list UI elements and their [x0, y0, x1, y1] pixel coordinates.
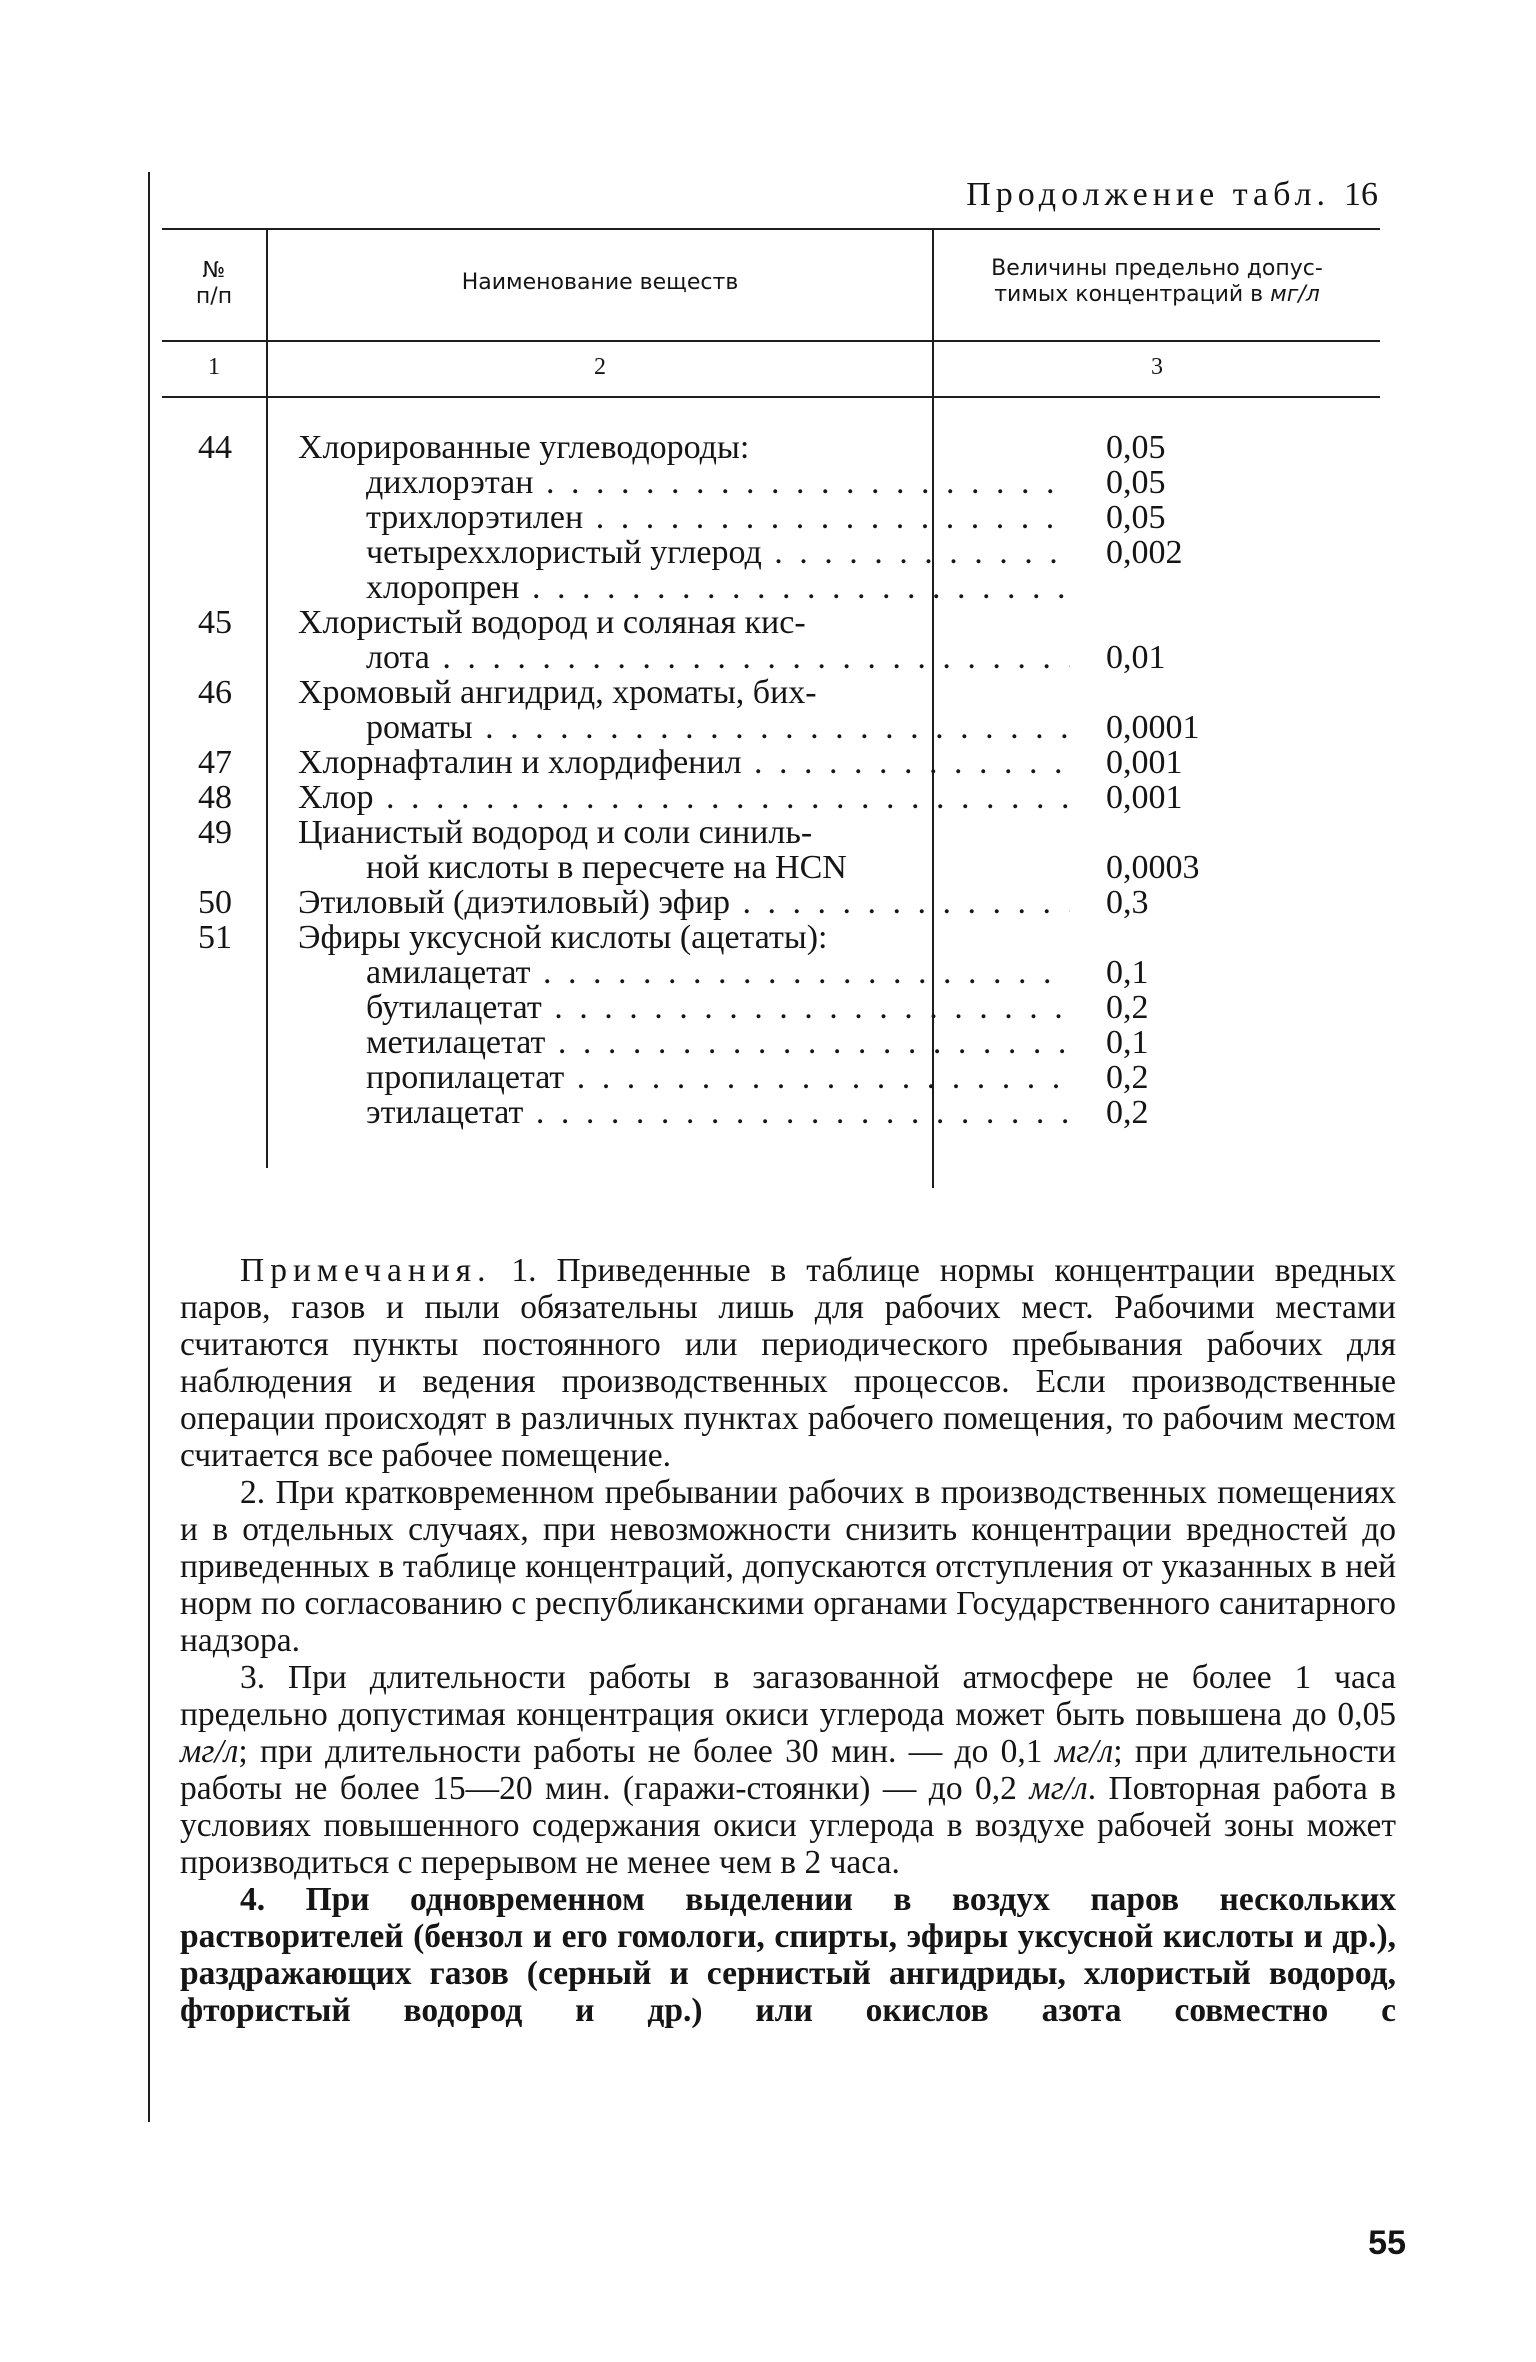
table-row	[162, 1025, 1380, 1060]
table-row	[162, 955, 1380, 990]
substance-name: роматы . . .	[366, 710, 1070, 745]
table-row	[162, 780, 1380, 815]
substance-name: лота . . .	[366, 640, 1070, 675]
substance-name: Эфиры уксусной кислоты (ацетаты):	[298, 920, 828, 955]
limit-value: 0,0003	[1106, 849, 1200, 886]
table-row	[162, 675, 1380, 710]
table-row	[162, 815, 1380, 850]
substance-name: трихлорэтилен . . .	[366, 500, 1070, 535]
row-number: 51	[198, 919, 232, 956]
caption-table-number: 16	[1344, 176, 1378, 213]
table-row	[162, 920, 1380, 955]
substance-name: хлоропрен . . .	[366, 570, 1070, 605]
substance-name: Хромовый ангидрид, хроматы, бих-	[298, 675, 817, 710]
page-margin-rule	[148, 172, 150, 2122]
table-row	[162, 465, 1380, 500]
colnum-3: 3	[1151, 354, 1163, 380]
limit-value: 0,2	[1106, 1094, 1149, 1131]
note-3-unit-1: мг/л	[180, 1733, 239, 1770]
substance-name: амилацетат . . .	[366, 955, 1070, 990]
limit-value: 0,1	[1106, 1024, 1149, 1061]
header-num-abbrev: п/п	[195, 284, 233, 309]
table-top-rule	[162, 228, 1380, 230]
header-value-line2-text: тимых концентраций в	[994, 282, 1264, 307]
note-2: 2. При кратковременном пребывании рабочих в производственных помещениях и в отдельных случаях, при невозможности снизить концентрации вредностей до приведенных в таблице концентраций, допускаются отступления от указанных в ней норм по согласованию с республиканскими органами Государственного санитарного надзора.	[180, 1474, 1396, 1659]
limit-value: 0,3	[1106, 884, 1149, 921]
limit-value: 0,001	[1106, 744, 1183, 781]
table-row	[162, 500, 1380, 535]
limit-value: 0,0001	[1106, 709, 1200, 746]
header-num	[162, 258, 266, 310]
substance-name: Хлор . . .	[298, 780, 1070, 815]
substance-name: ной кислоты в пересчете на HCN	[366, 850, 847, 885]
page-number: 55	[1368, 2224, 1406, 2262]
note-3-part-3: ; при длительности работы не более 15—20 мин. (гаражи-стоянки) — до 0,2	[180, 1733, 1396, 1807]
header-name: Наименование веществ	[461, 270, 739, 295]
substance-name: четыреххлористый углерод . . .	[366, 535, 1070, 570]
limit-value: 0,001	[1106, 779, 1183, 816]
header-value-line1: Величины предельно допус-	[991, 256, 1323, 281]
row-number: 49	[198, 814, 232, 851]
header-bottom-rule	[162, 340, 1380, 342]
note-3-unit-2: мг/л	[1054, 1733, 1114, 1770]
note-4: 4. При одновременном выделении в воздух паров нескольких растворителей (бензол и его гомологи, спирты, эфиры уксусной кислоты и др.), раздражающих газов (серный и сернистый ангидриды, хлористый водород, фтористый водород и др.) или окислов азота совместно с	[180, 1881, 1396, 2029]
table-row	[162, 745, 1380, 780]
notes-heading: Примечания.	[240, 1252, 492, 1289]
limit-value: 0,05	[1106, 464, 1166, 501]
colnum-bottom-rule	[162, 396, 1380, 398]
limit-value: 0,05	[1106, 499, 1166, 536]
limit-value: 0,01	[1106, 639, 1166, 676]
substance-name: пропилацетат . . .	[366, 1060, 1070, 1095]
note-3-part-1: 3. При длительности работы в загазованной атмосфере не более 1 часа предельно допустимая концентрация окиси углерода может быть повышена до 0,05	[180, 1659, 1396, 1733]
row-number: 44	[198, 429, 232, 466]
substance-name: бутилацетат . . .	[366, 990, 1070, 1025]
header-value-line2	[934, 282, 1380, 308]
substance-name: Хлористый водород и соляная кис-	[298, 605, 806, 640]
table-row	[162, 850, 1380, 885]
table-row	[162, 640, 1380, 675]
substance-name: Этиловый (диэтиловый) эфир . . .	[298, 885, 1070, 920]
table-row	[162, 710, 1380, 745]
colnum-1: 1	[208, 354, 220, 380]
table-row	[162, 430, 1380, 465]
table-row	[162, 885, 1380, 920]
limits-table	[162, 228, 1380, 1188]
substance-name: Хлорнафталин и хлордифенил . . .	[298, 745, 1070, 780]
header-value-unit: мг/л	[1270, 282, 1320, 307]
substance-name: Хлорированные углеводороды:	[298, 430, 750, 465]
row-number: 46	[198, 674, 232, 711]
limit-value: 0,05	[1106, 429, 1166, 466]
note-3-part-4: . Повторная работа в условиях повышенного содержания окиси углерода в воздухе рабочей зоны может производиться с перерывом не менее чем в 2 часа.	[180, 1770, 1396, 1881]
row-number: 45	[198, 604, 232, 641]
note-1	[180, 1252, 1396, 1474]
substance-name: Цианистый водород и соли синиль-	[298, 815, 813, 850]
table-row	[162, 605, 1380, 640]
limit-value: 0,1	[1106, 954, 1149, 991]
notes-section	[180, 1252, 1396, 2029]
caption-text: Продолжение табл.	[966, 176, 1330, 213]
table-row	[162, 535, 1380, 570]
table-row	[162, 1060, 1380, 1095]
substance-name: метилацетат . . .	[366, 1025, 1070, 1060]
table-caption	[966, 176, 1378, 214]
row-number: 48	[198, 779, 232, 816]
substance-name: этилацетат . . .	[366, 1095, 1070, 1130]
note-3-part-2: ; при длительности работы не более 30 мин. — до 0,1	[238, 1733, 1043, 1770]
colnum-2: 2	[594, 354, 606, 380]
note-3	[180, 1659, 1396, 1881]
row-number: 47	[198, 744, 232, 781]
note-1-text: 1. Приведенные в таблице нормы концентрации вредных паров, газов и пыли обязательны лишь для рабочих мест. Рабочими местами считаются пункты постоянного или периодического пребывания рабочих для наблюдения и ведения производственных процессов. Если производственные операции происходят в различных пунктах рабочего помещения, то рабочим местом считается все рабочее помещение.	[180, 1252, 1396, 1474]
table-row	[162, 990, 1380, 1025]
table-row	[162, 1095, 1380, 1130]
limit-value: 0,002	[1106, 534, 1183, 571]
substance-name: дихлорэтан . . .	[366, 465, 1070, 500]
header-value	[934, 256, 1380, 308]
table-row	[162, 570, 1380, 605]
row-number: 50	[198, 884, 232, 921]
limit-value: 0,2	[1106, 989, 1149, 1026]
limit-value: 0,2	[1106, 1059, 1149, 1096]
note-3-unit-3: мг/л	[1029, 1770, 1088, 1807]
header-num-symbol: №	[202, 258, 226, 283]
